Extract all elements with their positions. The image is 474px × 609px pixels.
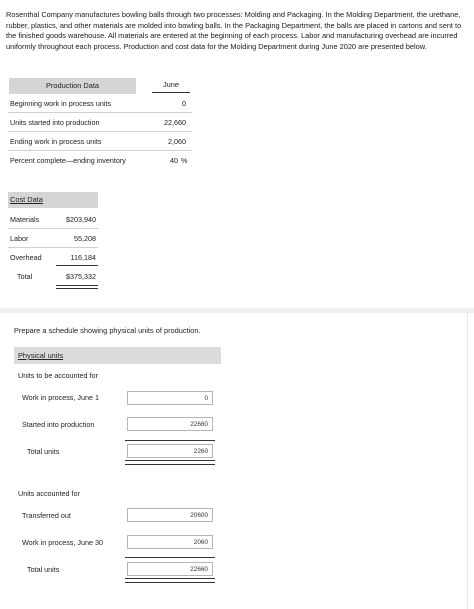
- production-label-percent-complete: Percent complete—ending inventory: [10, 156, 126, 165]
- wip-june30-input[interactable]: [127, 535, 213, 549]
- row-divider: [8, 247, 98, 248]
- total-double-rule: [56, 285, 98, 289]
- row-divider: [8, 131, 192, 132]
- cost-value-materials: $203,940: [66, 215, 96, 224]
- units-accounted-label: Units accounted for: [18, 489, 80, 498]
- total-top-rule: [125, 557, 215, 558]
- subtotal-rule: [56, 265, 98, 266]
- cost-label-labor: Labor: [10, 234, 29, 243]
- wip-june1-label: Work in process, June 1: [22, 393, 99, 402]
- wip-june30-label: Work in process, June 30: [22, 538, 103, 547]
- june-column-header: June: [152, 78, 190, 93]
- units-to-account-label: Units to be accounted for: [18, 371, 98, 380]
- cost-label-materials: Materials: [10, 215, 40, 224]
- row-divider: [8, 112, 192, 113]
- production-value-ending-wip: 2,060: [168, 137, 186, 146]
- cost-value-total: $375,332: [66, 272, 96, 281]
- production-label-units-started: Units started into production: [10, 118, 100, 127]
- transferred-out-input[interactable]: [127, 508, 213, 522]
- started-into-production-input[interactable]: [127, 417, 213, 431]
- total-units-label-2: Total units: [27, 565, 60, 574]
- percent-unit: %: [181, 156, 188, 165]
- row-divider: [8, 228, 98, 229]
- cost-label-overhead: Overhead: [10, 253, 42, 262]
- cost-label-total: Total: [17, 272, 33, 281]
- total-top-rule: [125, 440, 215, 441]
- production-value-units-started: 22,660: [164, 118, 186, 127]
- wip-june1-input[interactable]: [127, 391, 213, 405]
- total-units-input-1[interactable]: [127, 444, 213, 458]
- problem-statement: Rosenthal Company manufactures bowling balls through two processes: Molding and Packaging. In the Molding Department, the urethane, rubber, plastics, and other materials are molded into bowling balls. In the Packaging Department, the balls are placed in cartons and sent to the finished goods warehouse. All materials are entered at the beginning of each process. Labor and manufacturing overhead are incurred uniformly throughout each process. Production and cost data for the Molding Department during June 2020 are presented below.: [6, 10, 462, 51]
- started-into-production-label: Started into production: [22, 420, 95, 429]
- cost-value-overhead: 116,184: [70, 253, 96, 262]
- section-divider: [0, 308, 474, 313]
- production-value-beginning-wip: 0: [182, 99, 186, 108]
- instruction-text: Prepare a schedule showing physical units of production.: [14, 326, 201, 335]
- total-double-rule: [125, 460, 215, 465]
- transferred-out-label: Transferred out: [22, 511, 71, 520]
- production-value-percent-complete: 40: [170, 156, 178, 165]
- total-double-rule: [125, 578, 215, 583]
- production-label-beginning-wip: Beginning work in process units: [10, 99, 112, 108]
- physical-units-header: Physical units: [14, 347, 221, 364]
- total-units-input-2[interactable]: [127, 562, 213, 576]
- production-data-header: Production Data: [9, 78, 136, 94]
- row-divider: [8, 150, 192, 151]
- production-label-ending-wip: Ending work in process units: [10, 137, 102, 146]
- panel-edge: [467, 313, 468, 609]
- cost-value-labor: 55,208: [74, 234, 96, 243]
- total-units-label-1: Total units: [27, 447, 60, 456]
- cost-data-header: Cost Data: [8, 192, 98, 208]
